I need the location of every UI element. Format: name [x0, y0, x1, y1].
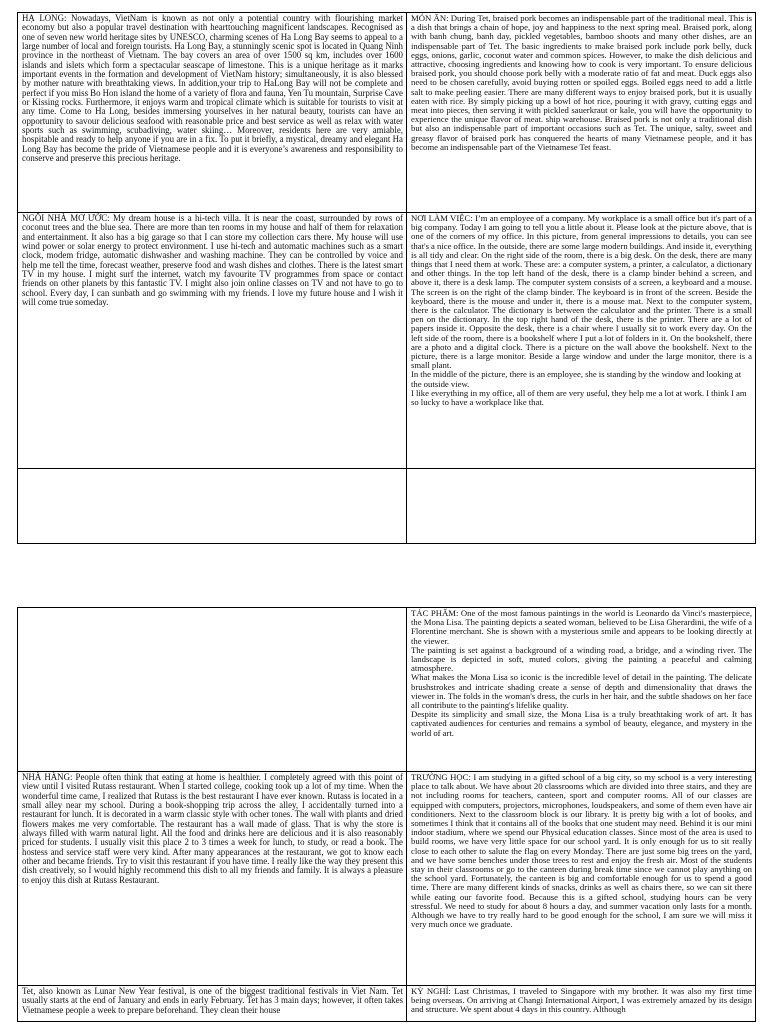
empty-cell — [18, 469, 407, 544]
essay-cell-tet — [18, 986, 407, 1022]
essay-cell-truong-hoc — [407, 772, 756, 986]
essay-cell-ky-nghi — [407, 986, 756, 1022]
table-row — [18, 213, 756, 469]
table-row — [18, 772, 756, 986]
essay-cell-ha-long — [18, 13, 407, 213]
essay-noi-lam-viec-p1: NƠI LÀM VIỆC: I’m an employee of a company. My workplace is a small office but it's part of a big company. Today I am going to tell you a little about it. Please look at the picture above, that is one of the corners of my office. In this picture, from general impressions to details, you can see that's a nice office. In the outside, there are some large modern buildings. And inside it, everything is all tidy and clear. On the right side of the room, there is a big desk. On the desk, there are many things that I need them at work. These are: a computer system, a printer, a calculator, a dictionary and other things. In the top left hand of the desk, there is a clamp binder behind a screen, and above it, there is a desk lamp. The computer system consists of a screen, a keyboard and a mouse. The screen is on the right of the clamp binder. The keyboard is in front of the screen. Beside the keyboard, there is the mouse and under it, there is a mouse mat. Next to the computer system, there is the calculator. The dictionary is between the calculator and the printer. There is a small pen on the dictionary. In the top right hand of the desk, there is the printer. There are a lot of papers inside it. Opposite the desk, there is a chair where I usually sit to work every day. On the left side of the room, there is a bookshelf where I put a lot of folders in it. On the bookshelf, there are a photo and a digital clock. There is a picture on the wall above the bookshelf. Next to the picture, there is a large monitor. Beside a large window and under the large monitor, there is a small plant. — [411, 213, 752, 371]
essay-mon-an: MÓN ĂN: During Tet, braised pork becomes an indispensable part of the traditional meal. This is a dish that brings a chain of hope, joy and happiness to the next spring meal. Braised pork, along with banh chung, banh day, pickled vegetables, bamboo shoots and many other dishes, are an indispensable part of Tet. The basic ingredients to make braised pork include pork belly, duck eggs, onions, garlic, coconut water and common spices. However, to make the dish delicious and attractive, choosing ingredients and knowing how to cook is very important. To ensure delicious braised pork, you should choose pork belly with a moderate ratio of fat and meat. Duck eggs also need to be chosen carefully, avoid buying rotten or spoiled eggs. Boiled eggs need to add a little salt to make peeling easier. There are many different ways to enjoy braised pork, but it is usually eaten with rice. By simply picking up a bowl of hot rice, pouring it with gravy, cutting eggs and meat into pieces, then serving it with pickled sauerkraut or kale, you will have the opportunity to experience the unique flavor of meat. ship warehouse. Braised pork is not only a traditional dish but also an indispensable part of important occasions such as Tet. The unique, salty, sweet and greasy flavor of braised pork has conquered the hearts of many Vietnamese people, and it has become an indispensable part of the Vietnamese Tet feast. — [411, 13, 752, 152]
essay-cell-ngoi-nha — [18, 213, 407, 469]
page-2-essay-table — [17, 607, 756, 1022]
table-row-empty — [18, 469, 756, 544]
table-row — [18, 986, 756, 1022]
essay-noi-lam-viec-p2: In the middle of the picture, there is an employee, she is standing by the window and looking at the outside view. — [411, 369, 742, 389]
essay-tac-pham-p4: Despite its simplicity and small size, the Mona Lisa is a truly breathtaking work of art. It has captivated audiences for centuries and remains a symbol of beauty, elegance, and mystery in the world of art. — [411, 709, 752, 738]
essay-tet: Tet, also known as Lunar New Year festival, is one of the biggest traditional festivals in Viet Nam. Tet usually starts at the end of January and ends in early February. Tet has 3 main days; however, it often takes Vietnamese people a week to prepare beforehand. They clean their house — [22, 986, 403, 1015]
essay-cell-mon-an — [407, 13, 756, 213]
essay-tac-pham-p2: The painting is set against a background of a winding road, a bridge, and a winding river. The landscape is depicted in soft, muted colors, giving the painting a peaceful and calming atmosphere. — [411, 644, 752, 674]
essay-nha-hang: NHÀ HÀNG: People often think that eating at home is healthier. I completely agreed with this point of view until I visited Rutass restaurant. When I started college, cooking took up a lot of my time. When the wonderful time came, I realized that Rutass is the best restaurant I have ever known. Rutass is located in a small alley near my school. During a book-shopping trip across the alley, I accidentally turned into a restaurant for lunch. It is decorated in a warm classic style with ocher tones. The wall with plants and dried flowers makes me very comfortable. The restaurant has a wall made of glass. That is why the store is always filled with warm natural light. All the food and drinks here are delicious and it is also reasonably priced for students. I usually visit this place 2 to 3 times a week for lunch, to study, or read a book. The hostess and service staff were very kind. After many appearances at the restaurant, we got to know each other and became friends. Try to visit this restaurant if you have time. I really like the way they present this dish creatively, so I would highly recommend this dish to all my friends and family. It is always a pleasure to enjoy this dish at Rutass Restaurant. — [22, 772, 403, 885]
table-row — [18, 13, 756, 213]
essay-cell-nha-hang — [18, 772, 407, 986]
essay-cell-noi-lam-viec — [407, 213, 756, 469]
essay-tac-pham-p3: What makes the Mona Lisa so iconic is the incredible level of detail in the painting. The delicate brushstrokes and intricate shading create a sense of depth and dimensionality that draws the viewer in. The folds in the woman's dress, the curls in her hair, and the subtle shadows on her face all contribute to the painting's lifelike quality. — [411, 672, 752, 711]
essay-tac-pham-p1: TÁC PHẨM: One of the most famous paintings in the world is Leonardo da Vinci's masterpiece, the Mona Lisa. The painting depicts a seated woman, believed to be Lisa Gherardini, the wife of a Florentine merchant. She is shown with a mysterious smile and appears to be looking directly at the viewer. — [411, 608, 752, 646]
empty-cell — [407, 469, 756, 544]
essay-ha-long: HẠ LONG: Nowadays, VietNam is known as not only a potential country with flourishing market economy but also a popular travel destination with hearttouching magnificent landscapes. Recognised as one of seven new world heritage sites by UNESCO, charming scenes of Ha Long Bay seems to appeal to a large number of local and foreign tourists. Ha Long Bay, a stunningly scenic spot is located in Quang Ninh province in the northeast of Vietnam. The bay covers an area of over 1500 sq km, includes over 1600 islands and islets which form a spectacular seascape of limestone. This is a unique heritage as it marks important events in the formation and development of VietNam history; simultaneously, it is also blessed by mother nature with breathtaking views. In addition,your trip to HaLong Bay will not be complete and perfect if you miss Bo Hon island the home of a variety of flora and fauna, Yen Tu mountain, Surprise Cave or Kissing rocks. Furthermore, it enjoys warm and tropical climate which is suitable for tourists to visit at any time. Come to Ha Long, besides immersing yourselves in her natural beauty, tourists can have an opportunity to savour delicious seafood with reasonable price and best service as well as relax with water sports such as swimming, scubadiving, water skiing… Moreover, residents here are very amiable, hospitable and ready to help anyone if you are in a fix. To put it briefly, a mystical, dreamy and elegant Ha Long Bay has become the pride of Vietnamese people and it is everyone’s awareness and responsibility to conserve and preserve this precious heritage. — [22, 13, 403, 164]
essay-truong-hoc: TRƯỜNG HỌC: I am studying in a gifted school of a big city, so my school is a very interesting place to talk about. We have about 20 classrooms which are divided into three stairs, and they are not including rooms for teachers, canteen, sport and computer rooms. All of our classes are equipped with computers, projectors, microphones, loudspeakers, and some of them even have air conditioners. Next to the classroom block is our library. It is pretty big with a lot of books, and sometimes I think that it contains all of the books that one student may need. Behind it is our mini indoor stadium, where we spend our Physical education classes. Since most of the area is used to build rooms, we have very little space for our school yard. It is only enough for us to sit really close to each other to salute the flag on every Monday. There are just some big trees on the yard, and we have some benches under those trees to rest and enjoy the fresh air. Most of the students stay in their classrooms or go to the canteen during break time since we cannot play anything on the school yard. Fortunately, the canteen is big and comfortable enough for us to spend a good time. There are many different kinds of snacks, drinks as well as chairs there, so we can sit there while eating our favorite food. Because this is a gifted school, studying hours can be very stressful. We need to study for about 8 hours a day, and summer vacation only lasts for a month. Although we have to try really hard to be good enough for the school, I am sure we will miss it very much once we graduate. — [411, 772, 752, 930]
essay-ngoi-nha: NGÔI NHÀ MƠ ƯỚC: My dream house is a hi-tech villa. It is near the coast, surrounded by rows of coconut trees and the blue sea. There are more than ten rooms in my house and half of them for relaxation and entertainment. It also has a big garage so that I can store my collection cars there. My house will use wind power or solar energy to protect environment. I use hi-tech and automatic machines such as a smart clock, modem fridge, automatic dishwasher and washing machine. They can be controlled by voice and help me tell the time, forecast weather, preserve food and wash dishes and clothes. There is the latest smart TV in my house. I might surf the internet, watch my favourite TV programmes from space or contact friends on other planets by this fantastic TV. I might also join online classes on TV and not have to go to school. Every day, I can sunbath and go swimming with my friends. I love my future house and I wish it will come true someday. — [22, 213, 403, 308]
empty-cell — [18, 608, 407, 772]
essay-ky-nghi: KỲ NGHỈ: Last Christmas, I traveled to Singapore with my brother. It was also my first time being overseas. On arriving at Changi International Airport, I was extremely amazed by its design and structure. We spent about 4 days in this country. Although — [411, 986, 752, 1015]
essay-cell-tac-pham — [407, 608, 756, 772]
page-1-essay-table — [17, 12, 756, 544]
essay-noi-lam-viec-p3: I like everything in my office, all of them are very useful, they help me a lot at work. I think I am so lucky to have a workplace like that. — [411, 387, 747, 408]
table-row — [18, 608, 756, 772]
